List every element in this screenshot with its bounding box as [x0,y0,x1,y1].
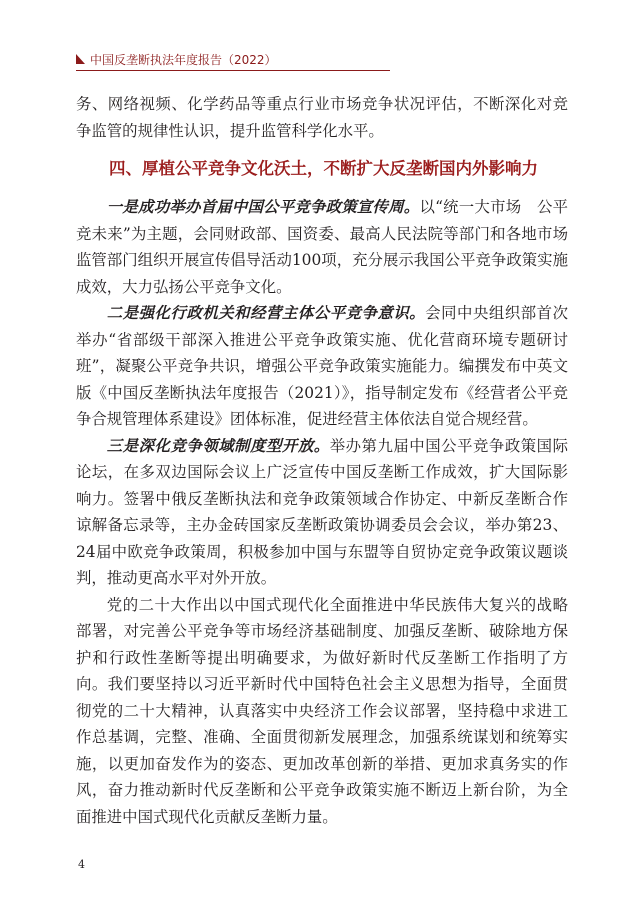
page-number: 4 [78,858,85,871]
body-paragraph-2 [76,300,568,433]
closing-paragraph: 党的二十大作出以中国式现代化全面推进中华民族伟大复兴的战略部署，对完善公平竞争等市场经济基础制度、加强反垄断、破除地方保护和行政性垄断等提出明确要求，为做好新时代反垄断工作指明了方向。我们要坚持以习近平新时代中国特色社会主义思想为指导，全面贯彻党的二十大精神，认真落实中央经济工作会议部署，坚持稳中求进工作总基调，完整、准确、全面贯彻新发展理念，加强系统谋划和统筹实施，以更加奋发作为的姿态、更加改革创新的举措、更加求真务实的作风，奋力推动新时代反垄断和公平竞争政策实施不断迈上新台阶，为全面推进中国式现代化贡献反垄断力量。 [76,595,568,826]
body-paragraph-3 [76,433,568,592]
section-heading: 四、厚植公平竞争文化沃土，不断扩大反垄断国内外影响力 [109,159,538,178]
paragraph-lead: 二是强化行政机关和经营主体公平竞争意识。 [106,304,426,322]
paragraph-text: 举办第九届中国公平竞争政策国际论坛，在多双边国际会议上广泛宣传中国反垄断工作成效，扩大国际影响力。签署中俄反垄断执法和竞争政策领域合作协定、中新反垄断合作谅解备忘录等，主办金砖国家反垄断政策协调委员会会议，举办第23、24届中欧竞争政策周，积极参加中国与东盟等自贸协定竞争政策议题谈判，推动更高水平对外开放。 [76,436,568,587]
paragraph-lead: 三是深化竞争领域制度型开放。 [106,436,330,455]
paragraph-text: 以“统一大市场 公平竞未来”为主题，会同财政部、国资委、最高人民法院等部门和各地市场监管部门组织开展宣传倡导活动100项，充分展示我国公平竞争政策实施成效，大力弘扬公平竞争文化。 [76,198,568,296]
continuation-paragraph: 务、网络视频、化学药品等重点行业市场竞争状况评估，不断深化对竞争监管的规律性认识，提升监管科学化水平。 [76,95,568,140]
paragraph-lead: 一是成功举办首届中国公平竞争政策宣传周。 [106,198,420,216]
header-title: 中国反垄断执法年度报告（2022） [90,53,277,67]
paragraph-text: 会同中央组织部首次举办“省部级干部深入推进公平竞争政策实施、优化营商环境专题研讨班”，凝聚公平竞争共识，增强公平竞争政策实施能力。编撰发布中英文版《中国反垄断执法年度报告（2021）》，指导制定发布《经营者公平竞争合规管理体系建设》团体标准，促进经营主体依法自觉合规经营。 [76,304,568,428]
body-paragraph-1 [76,194,568,300]
running-header [76,50,390,71]
header-triangle-marker-icon [76,54,85,64]
page-body [76,91,568,830]
